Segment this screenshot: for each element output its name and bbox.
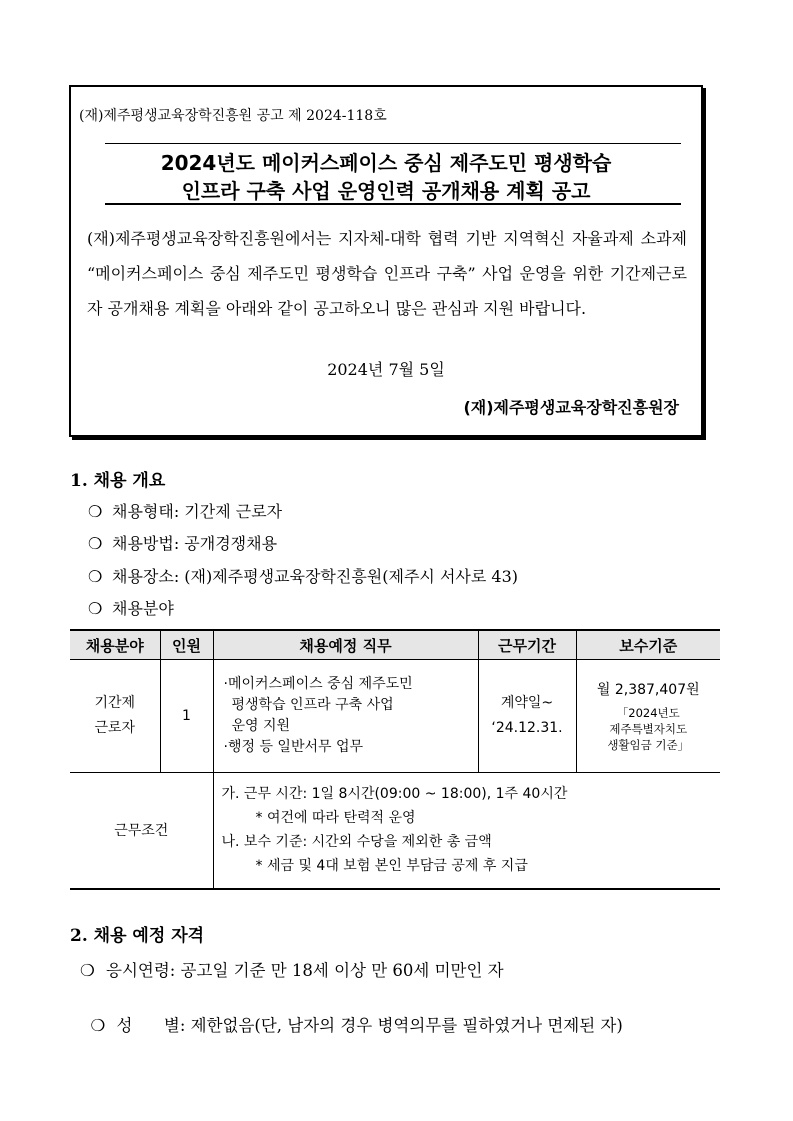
duty-line: 평생학습 인프라 구축 사업 [231, 697, 394, 713]
list-item-text: 응시연령: 공고일 기준 만 18세 이상 만 60세 미만인 자 [106, 961, 504, 980]
list-item [88, 596, 174, 619]
field-cell [70, 660, 160, 773]
list-item-text: 채용장소: (재)제주평생교육장학진흥원(제주시 서사로 43) [112, 567, 519, 586]
pay-note: 제주특별자치도 [609, 722, 688, 736]
list-item [88, 499, 282, 522]
field-line: 근로자 [94, 720, 136, 736]
field-line: 기간제 [94, 695, 136, 711]
condition-line: * 세금 및 4대 보험 본인 부담금 공제 후 지급 [255, 858, 528, 875]
list-item-text: 채용분야 [112, 599, 174, 618]
pay-note: 「2024년도 [616, 706, 680, 720]
circle-bullet-icon: ❍ [88, 534, 103, 553]
list-item [80, 957, 504, 981]
duty-line: ·행정 등 일반서무 업무 [223, 739, 364, 755]
circle-bullet-icon: ❍ [88, 567, 103, 586]
table-header-row [70, 630, 720, 660]
circle-bullet-icon: ❍ [88, 502, 103, 521]
table-header: 채용예정 직무 [213, 630, 478, 660]
notice-number: (재)제주평생교육장학진흥원 공고 제 2024-118호 [79, 108, 387, 124]
section2-heading: 2. 채용 예정 자격 [70, 926, 205, 946]
duty-line: ·메이커스페이스 중심 제주도민 [223, 676, 413, 692]
title-rule-bottom [105, 203, 681, 207]
list-item [88, 564, 518, 587]
table-header: 근무기간 [478, 630, 576, 660]
list-item-text: 채용형태: 기간제 근로자 [112, 502, 283, 521]
duty-cell [213, 660, 478, 773]
notice-body: (재)제주평생교육장학진흥원에서는 지자체-대학 협력 기반 지역혁신 자율과제 소과제 “메이커스페이스 중심 제주도민 평생학습 인프라 구축” 사업 운영을 위한 기간제근로자 공개채용 계획을 아래와 같이 공고하오니 많은 관심과 지원 바랍니다. [87, 229, 687, 318]
condition-line: * 여건에 따라 탄력적 운영 [255, 810, 416, 827]
list-item [88, 531, 277, 554]
notice-date: 2024년 7월 5일 [327, 360, 445, 379]
notice-issuer: (재)제주평생교육장학진흥원장 [463, 398, 679, 417]
pay-cell [576, 660, 720, 773]
condition-line: 가. 근무 시간: 1일 8시간(09:00 ~ 18:00), 1주 40시간 [221, 786, 568, 803]
pay-amount: 월 2,387,407원 [596, 682, 700, 698]
period-cell [478, 660, 576, 773]
condition-line: 나. 보수 기준: 시간외 수당을 제외한 총 금액 [221, 834, 492, 851]
table-header: 채용분야 [70, 630, 160, 660]
section1-heading: 1. 채용 개요 [70, 471, 166, 491]
conditions-label: 근무조건 [70, 773, 213, 889]
circle-bullet-icon: ❍ [80, 961, 95, 980]
circle-bullet-icon: ❍ [88, 599, 103, 618]
notice-title-line1: 2024년도 메이커스페이스 중심 제주도민 평생학습 [160, 151, 612, 175]
table-header: 보수기준 [576, 630, 720, 660]
title-rule-top [105, 143, 681, 144]
notice-title-line2: 인프라 구축 사업 운영인력 공개채용 계획 공고 [181, 179, 591, 203]
pay-note: 생활임금 기준」 [607, 738, 690, 752]
table-header: 인원 [160, 630, 213, 660]
conditions-cell [213, 773, 720, 889]
duty-line: 운영 지원 [231, 718, 291, 734]
count-cell: 1 [160, 660, 213, 773]
period-line: 계약일~ [500, 695, 554, 711]
list-item-text: 채용방법: 공개경쟁채용 [112, 534, 278, 553]
table-row [70, 660, 720, 773]
table-row [70, 773, 720, 889]
recruitment-table [70, 629, 720, 890]
list-item [80, 993, 623, 1036]
circle-bullet-icon: ❍ [90, 1016, 106, 1035]
list-item-text: 성 별: 제한없음(단, 남자의 경우 병역의무를 필하였거나 면제된 자) [116, 1016, 623, 1035]
period-line: ‘24.12.31. [491, 720, 563, 736]
notice-box [69, 85, 703, 437]
